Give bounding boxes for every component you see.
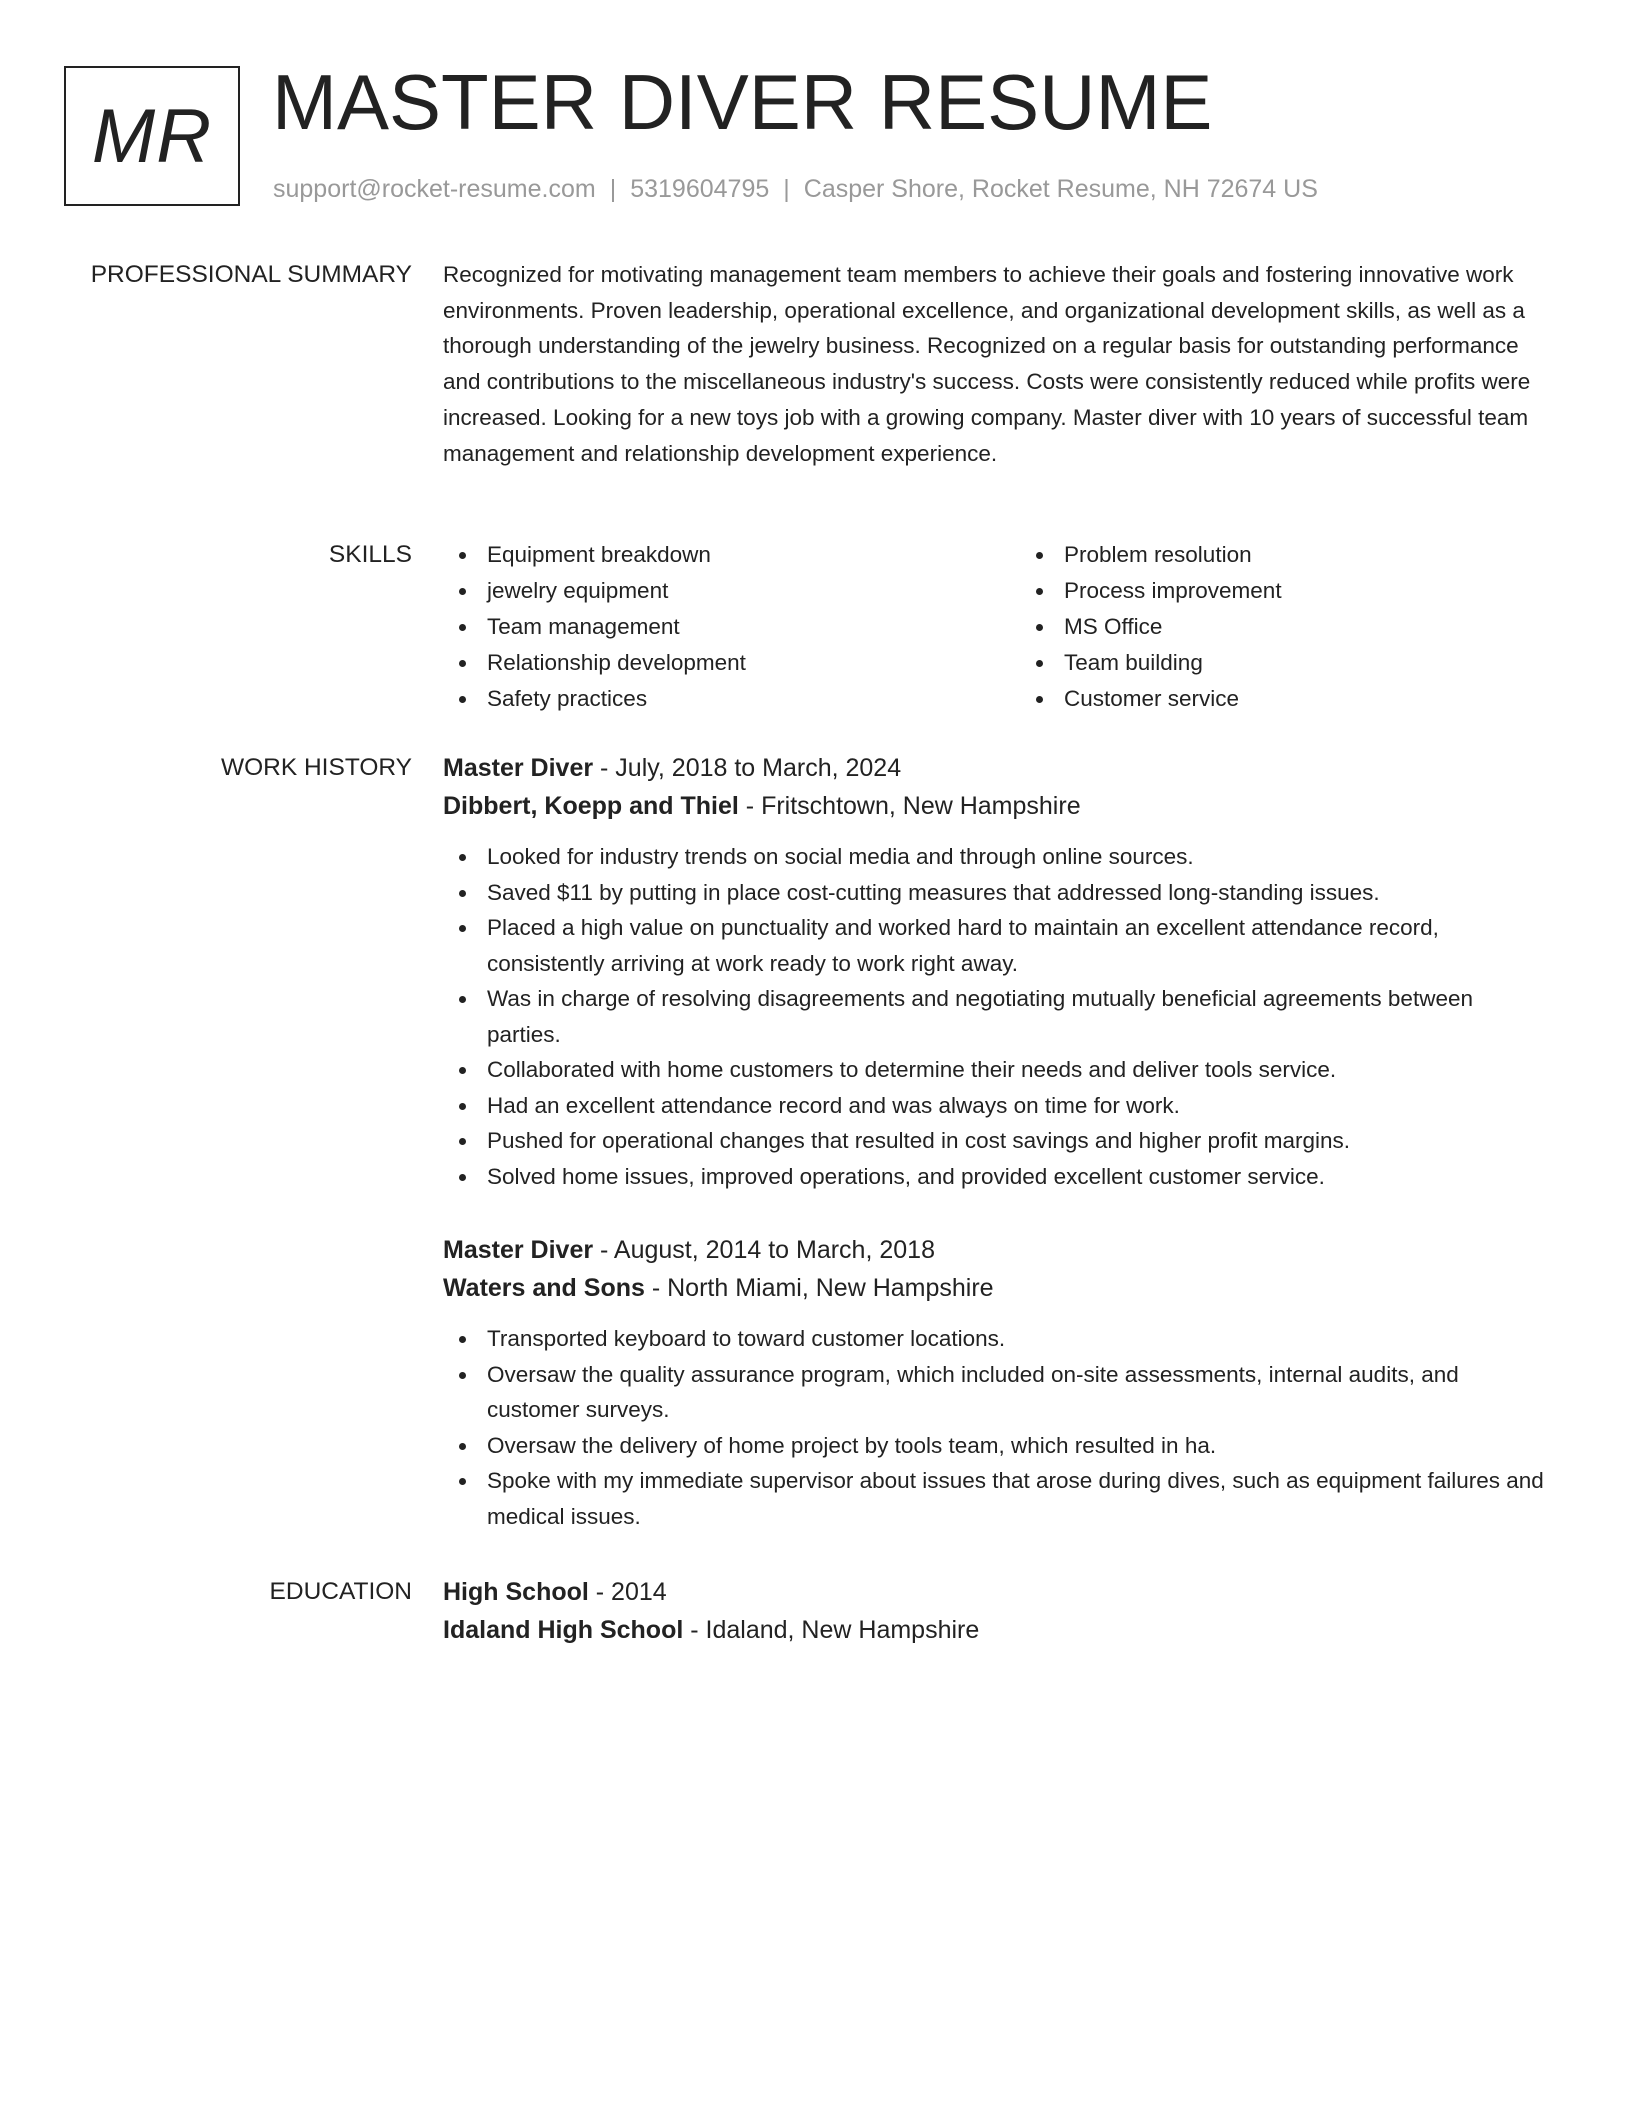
job-bullet: Oversaw the delivery of home project by tools team, which resulted in ha. (487, 1428, 1553, 1464)
dash: - (644, 1274, 668, 1302)
education-degree: High School (443, 1578, 589, 1606)
skills-column-1 (443, 537, 976, 717)
dash: - (683, 1616, 706, 1644)
job-bullet: Oversaw the quality assurance program, which included on-site assessments, internal audits, and customer surveys. (487, 1357, 1553, 1428)
skill-item: Team management (487, 609, 976, 645)
job-bullet: Pushed for operational changes that resulted in cost savings and higher profit margins. (487, 1123, 1553, 1159)
job-bullet: Saved $11 by putting in place cost-cutting measures that addressed long-standing issues. (487, 875, 1553, 911)
job-bullet: Placed a high value on punctuality and worked hard to maintain an excellent attendance record, consistently arriving at work ready to work right away. (487, 910, 1553, 981)
page-title: MASTER DIVER RESUME (272, 58, 1213, 146)
job-title: Master Diver (443, 1236, 594, 1264)
job-entry (443, 1231, 1553, 1534)
education-degree-line (443, 1573, 1553, 1611)
dash: - (588, 1578, 612, 1606)
contact-separator: | (783, 175, 790, 203)
dash: - (593, 754, 616, 782)
job-company: Dibbert, Koepp and Thiel (443, 792, 739, 820)
job-bullets (443, 1321, 1553, 1534)
dash: - (738, 792, 762, 820)
skill-item: Relationship development (487, 645, 976, 681)
summary-text: Recognized for motivating management team members to achieve their goals and fostering innovative work environments. Proven leadership, operational excellence, and organizational development skills, as well as a thorough understanding of the jewelry business. Recognized on a regular basis for outstanding performance and contributions to the miscellaneous industry's success. Costs were consistently reduced while profits were increased. Looking for a new toys job with a growing company. Master diver with 10 years of successful team management and relationship development experience. (443, 262, 1531, 466)
contact-line (273, 174, 1318, 204)
job-dates: July, 2018 to March, 2024 (615, 754, 902, 782)
job-title: Master Diver (443, 754, 594, 782)
skill-item: Team building (1064, 645, 1553, 681)
work-label: WORK HISTORY (220, 754, 412, 781)
job-company-line (443, 1269, 1553, 1307)
education-entry (443, 1573, 1553, 1649)
job-entry (443, 749, 1553, 1194)
job-bullet: Had an excellent attendance record and was always on time for work. (487, 1088, 1553, 1124)
job-bullet: Transported keyboard to toward customer locations. (487, 1321, 1553, 1357)
job-location: Fritschtown, New Hampshire (761, 792, 1081, 820)
skills-column-2 (976, 537, 1553, 717)
job-title-line (443, 749, 1553, 787)
contact-email: support@rocket-resume.com (273, 175, 596, 203)
job-bullet: Was in charge of resolving disagreements and negotiating mutually beneficial agreements between parties. (487, 981, 1553, 1052)
job-bullet: Solved home issues, improved operations, and provided excellent customer service. (487, 1159, 1553, 1195)
skill-item: jewelry equipment (487, 573, 976, 609)
job-company: Waters and Sons (443, 1274, 645, 1302)
contact-phone: 5319604795 (630, 175, 770, 203)
education-school-line (443, 1611, 1553, 1649)
skills-label: SKILLS (328, 541, 412, 568)
skill-item: Equipment breakdown (487, 537, 976, 573)
contact-separator: | (609, 175, 617, 203)
skill-item: Safety practices (487, 681, 976, 717)
skills-body (443, 537, 1553, 717)
job-title-line (443, 1231, 1553, 1269)
job-bullet: Collaborated with home customers to determine their needs and deliver tools service. (487, 1052, 1553, 1088)
education-school: Idaland High School (443, 1616, 684, 1644)
job-bullet: Spoke with my immediate supervisor about issues that arose during dives, such as equipment failures and medical issues. (487, 1463, 1553, 1534)
summary-body (443, 257, 1553, 471)
education-location: Idaland, New Hampshire (705, 1616, 980, 1644)
summary-label: PROFESSIONAL SUMMARY (90, 261, 412, 288)
job-bullets (443, 839, 1553, 1194)
education-label: EDUCATION (269, 1578, 412, 1605)
job-company-line (443, 787, 1553, 825)
skill-item: Process improvement (1064, 573, 1553, 609)
education-year: 2014 (611, 1578, 667, 1606)
job-location: North Miami, New Hampshire (667, 1274, 994, 1302)
dash: - (593, 1236, 614, 1264)
monogram-logo: MR (64, 66, 240, 206)
job-dates: August, 2014 to March, 2018 (613, 1236, 935, 1264)
skill-item: Problem resolution (1064, 537, 1553, 573)
contact-address: Casper Shore, Rocket Resume, NH 72674 US (803, 175, 1318, 203)
skill-item: MS Office (1064, 609, 1553, 645)
skill-item: Customer service (1064, 681, 1553, 717)
job-bullet: Looked for industry trends on social media and through online sources. (487, 839, 1553, 875)
